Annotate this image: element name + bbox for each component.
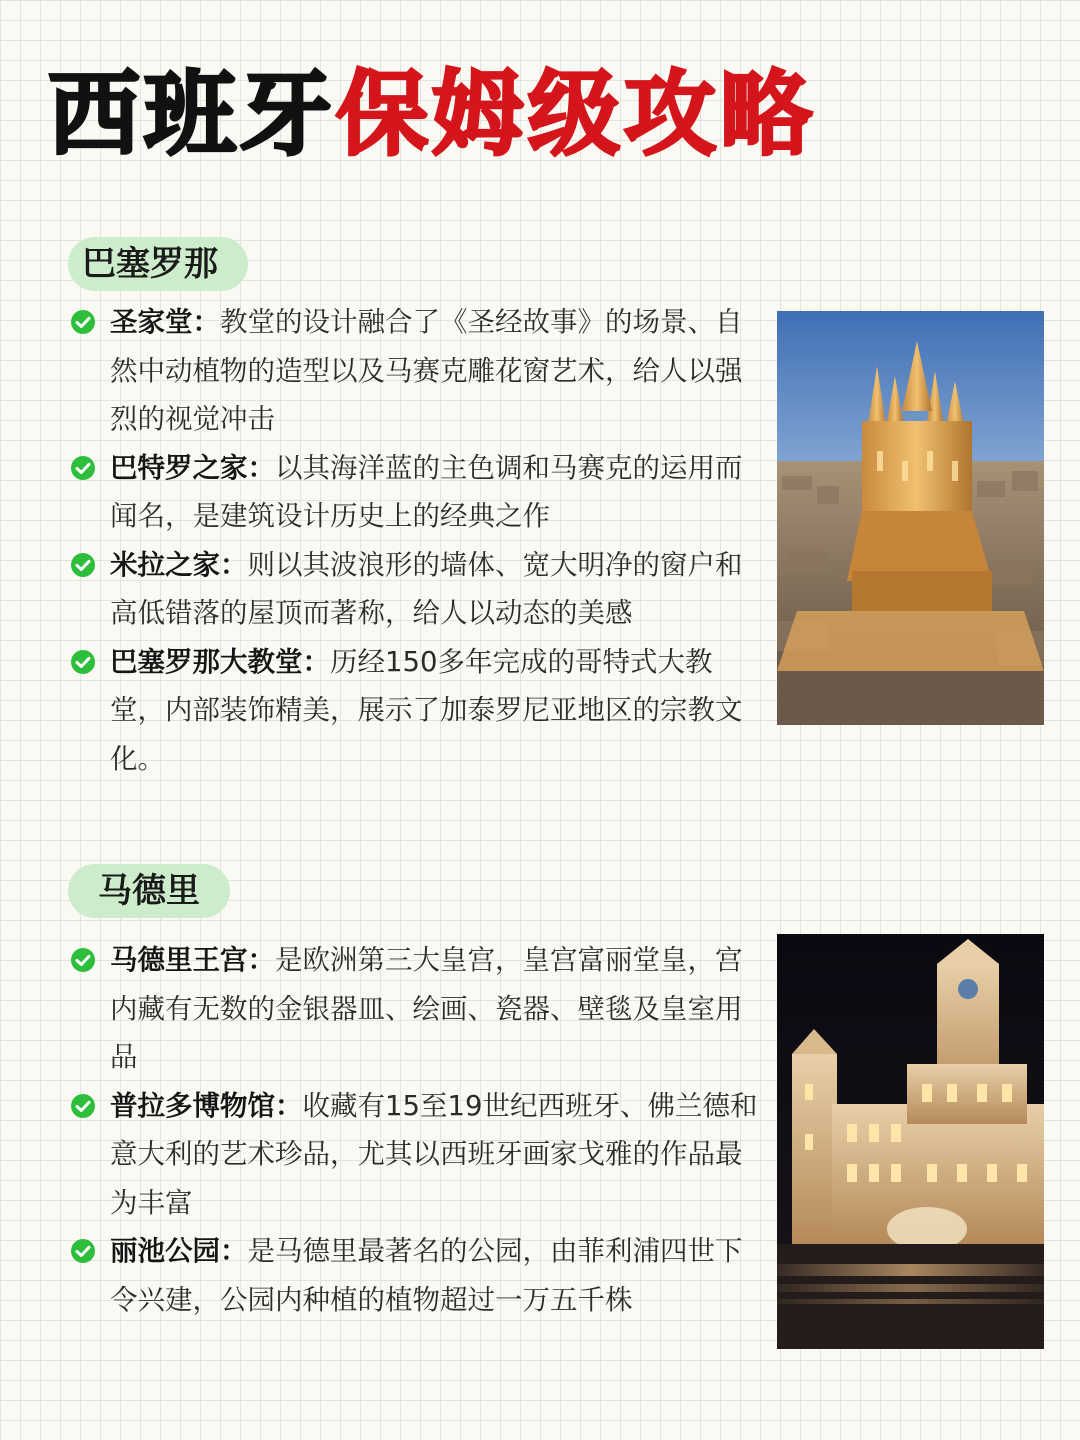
- item-text: 收藏有15至19世纪西班牙、佛兰德和意大利的艺术珍品，尤其以西班牙画家戈雅的作品最为丰富: [110, 1089, 758, 1219]
- title-part-red: 保姆级攻略: [336, 61, 817, 168]
- item-text: 是马德里最著名的公园，由菲利浦四世下令兴建，公园内种植的植物超过一万五千株: [110, 1235, 743, 1316]
- item-text: 历经150多年完成的哥特式大教堂，内部装饰精美，展示了加泰罗尼亚地区的宗教文化。: [110, 645, 743, 775]
- section-label-madrid: 马德里: [68, 864, 230, 918]
- madrid-list: [70, 936, 760, 1324]
- check-circle-icon: [70, 1238, 96, 1264]
- check-circle-icon: [70, 1093, 96, 1119]
- list-item: [70, 1227, 760, 1324]
- item-text: 以其海洋蓝的主色调和马赛克的运用而闻名，是建筑设计历史上的经典之作: [110, 451, 743, 532]
- barcelona-list: [70, 298, 760, 783]
- check-circle-icon: [70, 309, 96, 335]
- item-text: 教堂的设计融合了《圣经故事》的场景、自然中动植物的造型以及马赛克雕花窗艺术，给人以强烈的视觉冲击: [110, 306, 743, 435]
- item-title: 马德里王宫：: [110, 944, 275, 976]
- check-circle-icon: [70, 947, 96, 973]
- list-item: [70, 298, 760, 444]
- list-item: [70, 638, 760, 784]
- check-circle-icon: [70, 455, 96, 481]
- item-text: 则以其波浪形的墙体、宽大明净的窗户和高低错落的屋顶而著称，给人以动态的美感: [110, 548, 743, 629]
- cibeles-palace-photo: [777, 934, 1044, 1349]
- title-part-black: 西班牙: [48, 61, 337, 168]
- item-title: 普拉多博物馆：: [110, 1089, 303, 1122]
- item-text: 是欧洲第三大皇宫，皇宫富丽堂皇，宫内藏有无数的金银器皿、绘画、瓷器、壁毯及皇室用品: [110, 944, 743, 1073]
- page-title: [48, 62, 816, 168]
- list-item: [70, 936, 760, 1082]
- item-title: 巴塞罗那大教堂：: [110, 645, 330, 678]
- section-label-barcelona: 巴塞罗那: [68, 237, 248, 291]
- list-item: [70, 541, 760, 638]
- list-item: [70, 444, 760, 541]
- check-circle-icon: [70, 649, 96, 675]
- item-title: 丽池公园：: [110, 1235, 248, 1267]
- check-circle-icon: [70, 552, 96, 578]
- item-title: 圣家堂：: [110, 306, 220, 338]
- item-title: 米拉之家：: [110, 548, 248, 581]
- sagrada-familia-photo: [777, 311, 1044, 725]
- item-title: 巴特罗之家：: [110, 451, 275, 484]
- list-item: [70, 1082, 760, 1228]
